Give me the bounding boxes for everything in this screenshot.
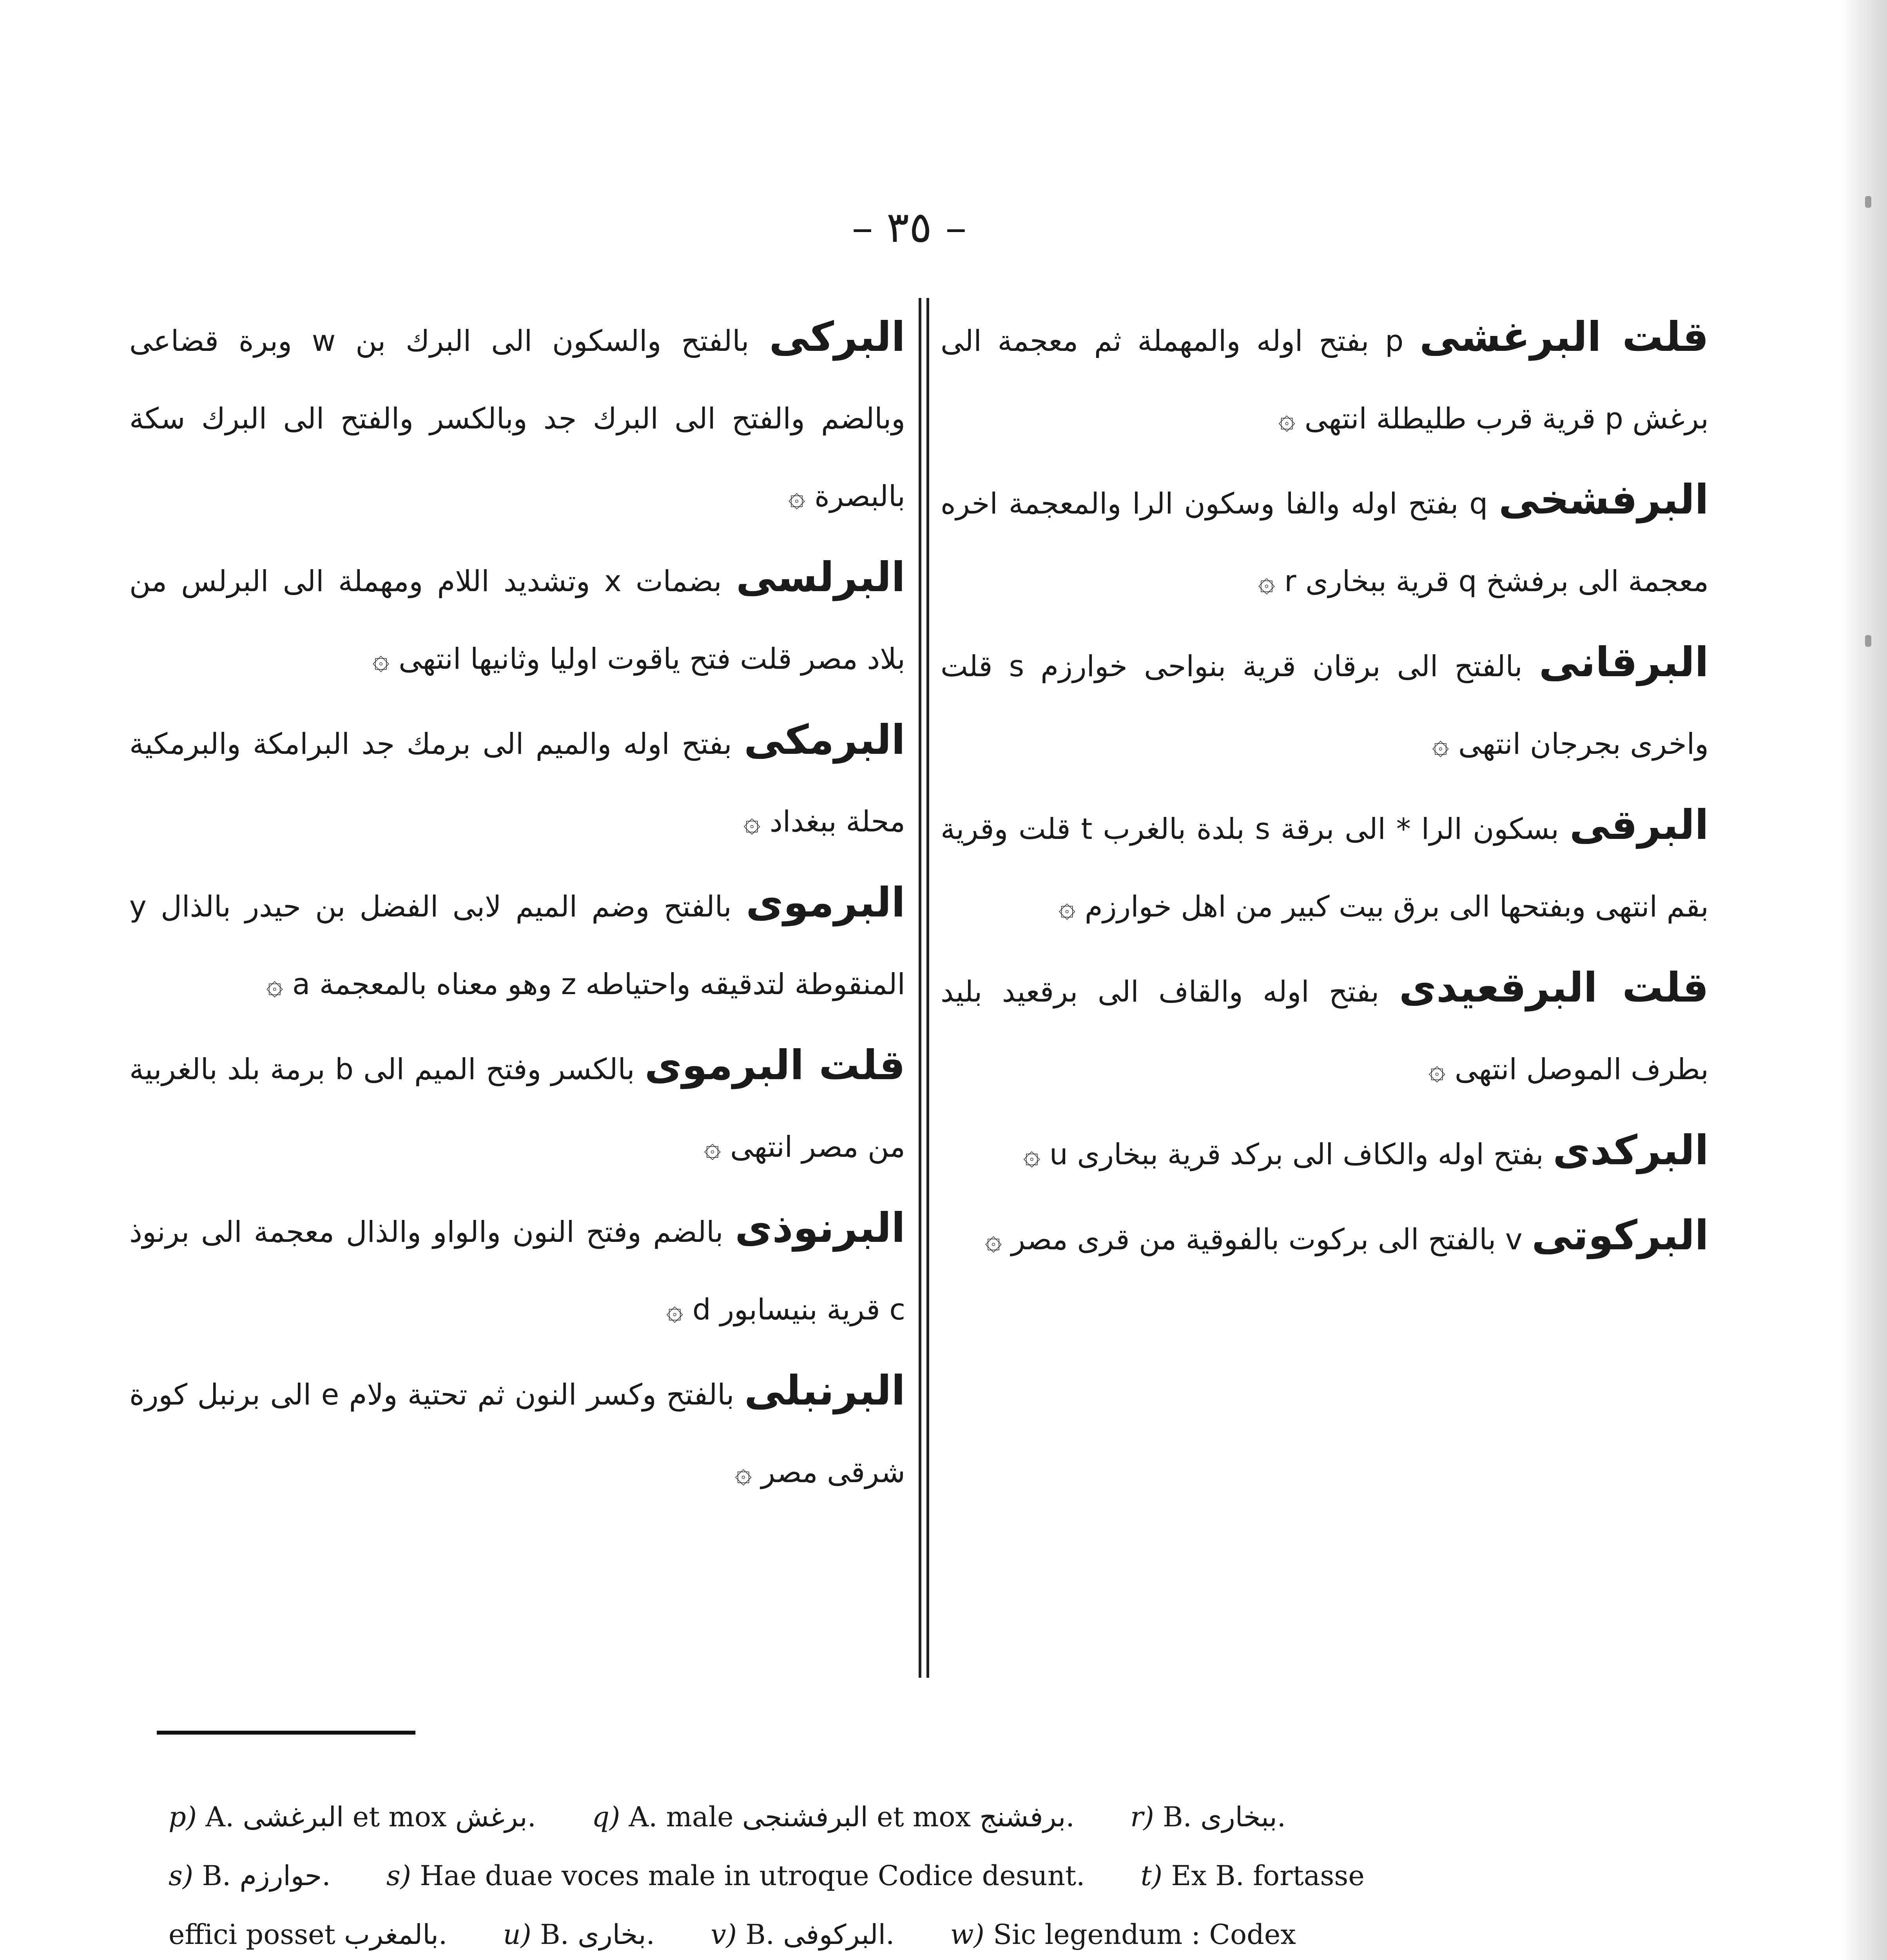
entry-body: q بفتح اوله والفا وسكون الرا والمعجمة اخره معجمة الى برفشخ q قرية ببخارى r ۞ xyxy=(941,487,1709,598)
footnote-text: B. البركوفى. xyxy=(745,1918,895,1951)
entry-headword: البركدى xyxy=(1553,1126,1709,1174)
entry xyxy=(941,786,1709,946)
entry xyxy=(941,623,1709,783)
entry-body: بالفتح وضم الميم لابى الفضل بن حيدر بالذال y المنقوطة لتدقيقه واحتياطه z وهو معناه بالمعجمة a ۞ xyxy=(129,890,905,1001)
footnote-mark: s) xyxy=(386,1860,411,1892)
entry-headword: البرموى xyxy=(746,878,906,926)
page-edge-shadow xyxy=(1840,0,1887,1960)
entry xyxy=(129,1189,905,1348)
entry-headword: قلت البرموى xyxy=(644,1041,906,1089)
edge-mark-top xyxy=(1865,196,1871,208)
footnote-line xyxy=(169,1905,1865,1960)
footnote-text: B. ببخارى. xyxy=(1163,1801,1286,1833)
footnote-text: A. male البرفشنجى et mox برفشنج. xyxy=(629,1801,1075,1833)
entry-body: p بفتح اوله والمهملة ثم معجمة الى برغش p قرية قرب طليطلة انتهى ۞ xyxy=(941,324,1709,436)
entry-headword: البرفشخى xyxy=(1499,475,1709,523)
footnote-mark: t) xyxy=(1140,1860,1163,1892)
entry-headword: البرقانى xyxy=(1539,638,1709,686)
entry xyxy=(941,1196,1709,1278)
footnote xyxy=(169,1918,447,1951)
entry xyxy=(941,949,1709,1108)
footnote xyxy=(592,1801,1075,1833)
entry xyxy=(129,298,905,535)
footnote xyxy=(711,1918,894,1951)
footnote-line xyxy=(169,1846,1865,1905)
footnote xyxy=(169,1860,331,1892)
footnote-mark: v) xyxy=(711,1918,737,1951)
entry-body: بسكون الرا * الى برقة s بلدة بالغرب t قلت وقرية بقم انتهى وبفتحها الى برق بيت كبير من اهل خوارزم ۞ xyxy=(941,812,1709,924)
footnote xyxy=(169,1801,536,1833)
footnote xyxy=(1130,1801,1286,1833)
column-divider-rule xyxy=(926,298,929,1678)
entry-headword: البرقى xyxy=(1569,801,1709,849)
footnote xyxy=(950,1918,1296,1951)
footnote-text: Hae duae voces male in utroque Codice desunt. xyxy=(420,1860,1085,1892)
footnote-mark: u) xyxy=(503,1918,531,1951)
entry-body: v بالفتح الى بركوت بالفوقية من قرى مصر ۞ xyxy=(985,1223,1523,1256)
entry xyxy=(129,538,905,698)
entry-headword: البركوتى xyxy=(1532,1211,1709,1259)
entry-body: بالفتح الى برقان قرية بنواحى خوارزم s قلت واخرى بجرجان انتهى ۞ xyxy=(941,650,1709,761)
two-column-text xyxy=(129,298,1709,1678)
entry-headword: البركى xyxy=(769,313,905,361)
footnote-text: B. حوارزم. xyxy=(202,1860,331,1892)
entry xyxy=(129,1352,905,1511)
footnote-text: Sic legendum : Codex xyxy=(993,1918,1296,1951)
edge-mark-middle xyxy=(1865,635,1871,647)
column-divider-rule xyxy=(919,298,921,1678)
footnote xyxy=(1141,1860,1365,1892)
footnote-text: Ex B. fortasse xyxy=(1171,1860,1365,1892)
entry-headword: البرنوذى xyxy=(735,1204,905,1252)
entry-headword: البرمكى xyxy=(744,716,905,764)
entry-headword: البرلسى xyxy=(736,553,905,601)
entry-body: بالفتح وكسر النون ثم تحتية ولام e الى برنبل كورة شرقى مصر ۞ xyxy=(129,1378,905,1489)
entry-headword: قلت البرقعيدى xyxy=(1399,964,1709,1011)
footnote-mark: s) xyxy=(169,1860,194,1892)
entry xyxy=(941,298,1709,457)
entry-headword: البرنبلى xyxy=(744,1367,905,1414)
page-number: – ٣٥ – xyxy=(852,203,967,252)
footnote-text: A. البرغشى et mox برغش. xyxy=(205,1801,536,1833)
entry xyxy=(941,461,1709,620)
footnote-text: B. بخارى. xyxy=(540,1918,655,1951)
entry xyxy=(129,864,905,1023)
right-column xyxy=(941,298,1709,1678)
entry-body: بفتح اوله والكاف الى بركد قرية ببخارى u ۞ xyxy=(1023,1138,1544,1171)
footnote xyxy=(503,1918,654,1951)
footnotes xyxy=(169,1788,1865,1960)
entry-body: بالفتح والسكون الى البرك بن w وبرة قضاعى وبالضم والفتح الى البرك جد وبالكسر والفتح الى البرك سكة بالبصرة ۞ xyxy=(129,324,905,513)
entry-body: بالضم وفتح النون والواو والذال معجمة الى برنوذ c قرية بنيسابور d ۞ xyxy=(129,1215,905,1327)
entry-headword: قلت البرغشى xyxy=(1419,313,1709,361)
footnote-text: effici posset بالمغرب. xyxy=(169,1918,448,1951)
footnote-separator-rule xyxy=(157,1731,415,1735)
entry-body: بفتح اوله والقاف الى برقعيد بليد بطرف الموصل انتهى ۞ xyxy=(941,975,1709,1086)
footnote-line xyxy=(169,1788,1865,1846)
entry xyxy=(129,701,905,860)
entry xyxy=(941,1111,1709,1193)
entry-body: بفتح اوله والميم الى برمك جد البرامكة والبرمكية محلة ببغداد ۞ xyxy=(129,727,905,838)
footnote-mark: w) xyxy=(950,1918,984,1951)
entry-body: بضمات x وتشديد اللام ومهملة الى البرلس من بلاد مصر قلت فتح ياقوت اوليا وثانيها انتهى ۞ xyxy=(129,564,905,676)
entry xyxy=(129,1026,905,1186)
footnote-mark: p) xyxy=(169,1801,197,1833)
entry-body: بالكسر وفتح الميم الى b برمة بلد بالغربية من مصر انتهى ۞ xyxy=(129,1053,905,1164)
footnote-mark: r) xyxy=(1130,1801,1154,1833)
left-column xyxy=(129,298,905,1678)
footnote-mark: q) xyxy=(592,1801,620,1833)
footnote xyxy=(386,1860,1085,1892)
